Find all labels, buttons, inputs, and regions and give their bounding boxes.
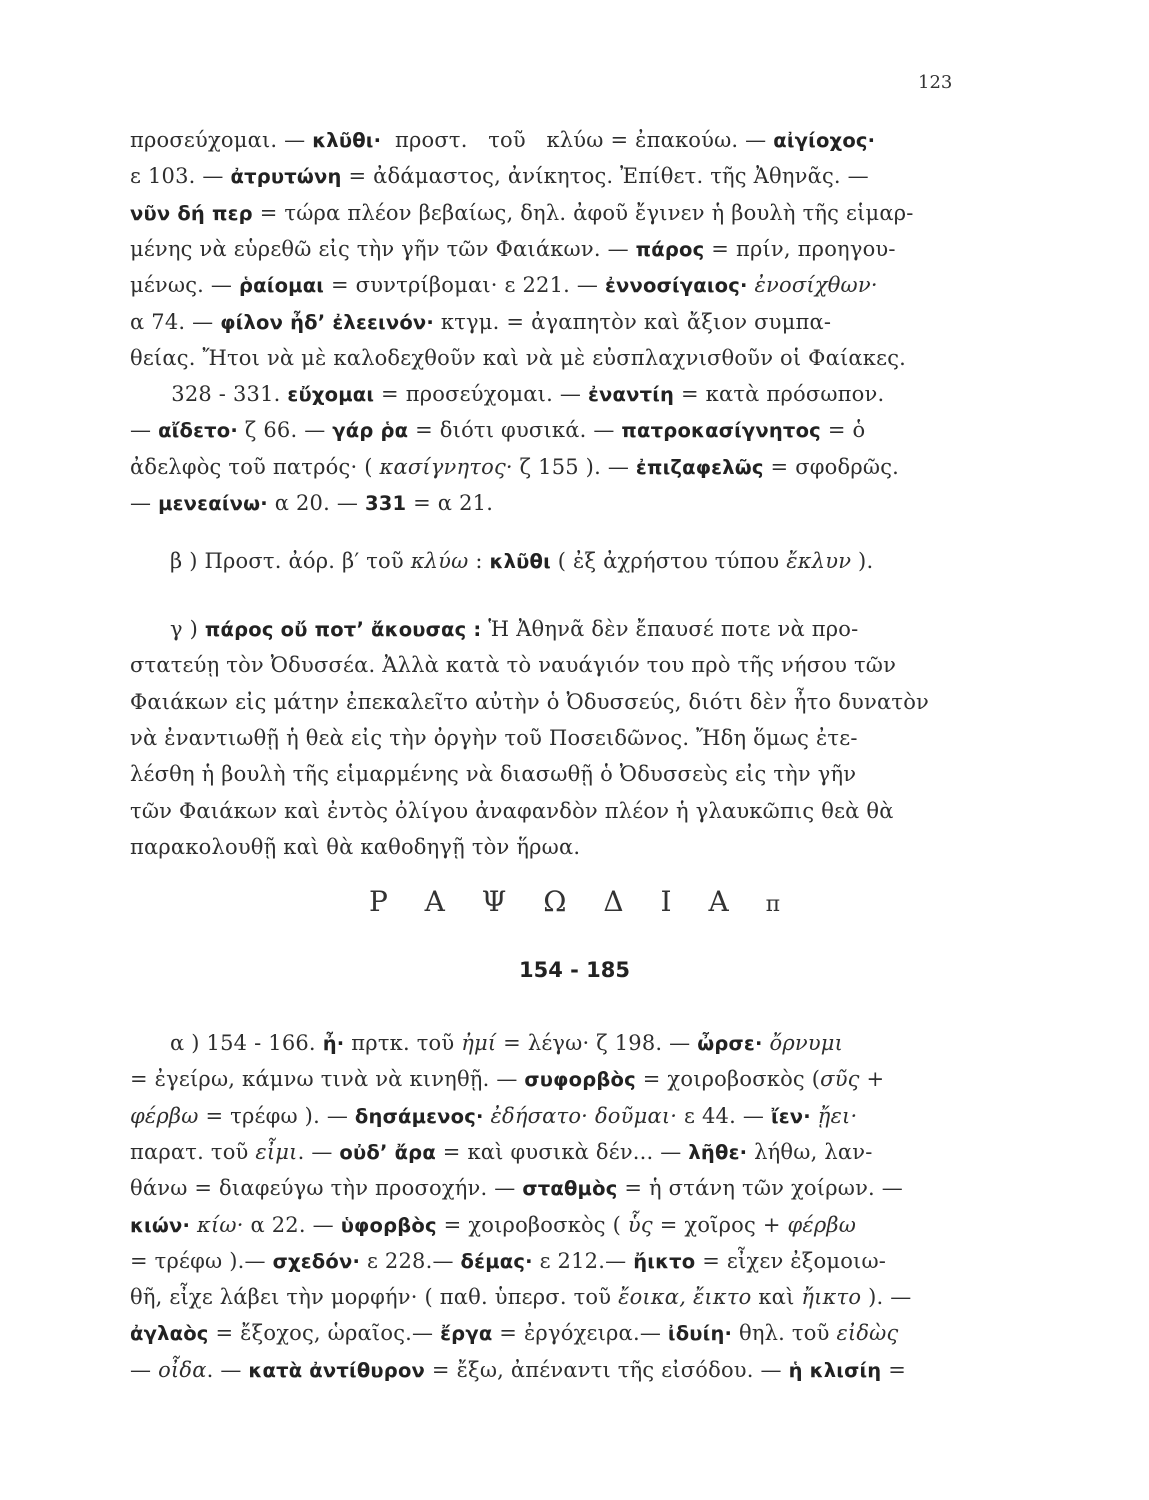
text-run: = ἐγείρω, κάμνω τινὰ νὰ κινηθῇ. — bbox=[130, 1067, 525, 1092]
lemma: πάρος bbox=[635, 237, 705, 261]
lemma: κιών· bbox=[130, 1213, 191, 1237]
text-line bbox=[170, 546, 873, 577]
text-run: = εἶχεν ἐξομοιω- bbox=[695, 1248, 887, 1273]
italic-form: κασίγνητος· bbox=[379, 454, 513, 479]
page-number: 123 bbox=[918, 72, 953, 93]
text-run: = συντρίβομαι· ε 221. — bbox=[324, 273, 605, 298]
text-run: 328 - 331. bbox=[130, 382, 288, 407]
text-run bbox=[748, 273, 755, 297]
italic-form: ἤικτο bbox=[801, 1285, 862, 1310]
text-line bbox=[130, 270, 878, 301]
text-run: = α 21. bbox=[406, 491, 494, 515]
text-run: μένως. — bbox=[130, 273, 240, 298]
italic-form: εἶμι bbox=[255, 1139, 298, 1164]
lemma: αἰγίοχος· bbox=[773, 129, 876, 152]
text-line bbox=[130, 796, 894, 826]
italic-form: ὄρνυμι bbox=[769, 1031, 844, 1055]
lemma: συφορβὸς bbox=[524, 1068, 636, 1092]
text-run: = τρέφω ). — bbox=[198, 1103, 355, 1128]
rhapsody-letter: π bbox=[765, 892, 781, 917]
text-run: = χοιροβοσκὸς ( bbox=[635, 1067, 821, 1092]
text-run: = ἔξοχος, ὡραῖος.— bbox=[208, 1321, 441, 1346]
italic-form: κλύω bbox=[410, 549, 469, 573]
lemma: ἔργα bbox=[440, 1322, 493, 1346]
text-run bbox=[484, 1104, 491, 1128]
text-run: = bbox=[881, 1357, 907, 1382]
text-run: . — bbox=[206, 1357, 249, 1382]
lemma: ἐννοσίγαιος· bbox=[605, 274, 748, 298]
text-line bbox=[130, 1173, 903, 1204]
text-run: καὶ bbox=[751, 1285, 802, 1310]
text-run: : bbox=[468, 549, 490, 573]
text-run: = λέγω· ζ 198. — bbox=[496, 1031, 698, 1055]
italic-form: ἐνοσίχθων· bbox=[754, 273, 878, 298]
text-run: ε 44. — bbox=[677, 1103, 771, 1128]
lemma: δησάμενος· bbox=[354, 1104, 484, 1128]
text-run: θῆ, εἶχε λάβει τὴν μορφήν· ( παθ. ὑπερσ. τοῦ bbox=[130, 1285, 619, 1310]
lemma: λῆθε· bbox=[688, 1140, 748, 1164]
text-line bbox=[130, 161, 869, 192]
text-line bbox=[130, 650, 896, 680]
lemma: ἴεν· bbox=[770, 1104, 811, 1128]
text-run: = διότι φυσικά. — bbox=[408, 418, 622, 443]
text-run: = καὶ φυσικὰ δέν... — bbox=[435, 1139, 689, 1164]
italic-form: εἰδὼς bbox=[836, 1321, 899, 1346]
text-run: πρτκ. τοῦ bbox=[344, 1031, 462, 1055]
lemma: ῥαίομαι bbox=[239, 274, 325, 298]
text-run bbox=[588, 1104, 595, 1128]
lemma: ἦ· bbox=[322, 1032, 345, 1055]
text-run: προσεύχομαι. — bbox=[130, 128, 313, 152]
lemma: οὐδ’ ἄρα bbox=[339, 1140, 436, 1164]
lemma: φίλον ἦδ’ ἐλεεινόν· bbox=[220, 310, 435, 334]
lemma: δέμας· bbox=[460, 1249, 533, 1273]
text-run: ( ἐξ ἀχρήστου τύπου bbox=[550, 549, 787, 573]
text-run: ε 212.— bbox=[532, 1248, 634, 1273]
lemma: πάρος οὔ ποτ’ ἄκουσας : bbox=[204, 618, 482, 641]
text-run: Ἡ Ἀθηνᾶ δὲν ἔπαυσέ ποτε νὰ προ- bbox=[481, 617, 859, 641]
text-run: = τρέφω ).— bbox=[130, 1248, 273, 1273]
text-run: μένης νὰ εὑρεθῶ εἰς τὴν γῆν τῶν Φαιάκων. — bbox=[130, 236, 636, 261]
text-line bbox=[130, 1064, 884, 1095]
text-run: α ) 154 - 166. bbox=[170, 1031, 323, 1055]
text-run: — bbox=[130, 1357, 159, 1382]
italic-form: δοῦμαι· bbox=[594, 1103, 678, 1128]
text-line bbox=[130, 379, 884, 410]
lemma: εὔχομαι bbox=[287, 383, 375, 407]
text-run: = χοιροβοσκὸς ( bbox=[436, 1212, 628, 1237]
italic-form: ὗς bbox=[627, 1212, 653, 1237]
text-line bbox=[130, 1137, 873, 1168]
text-run: = προσεύχομαι. — bbox=[374, 382, 588, 407]
italic-form: φέρβω bbox=[130, 1103, 199, 1128]
text-line bbox=[130, 1355, 906, 1386]
text-run: = πρίν, προηγου- bbox=[704, 236, 896, 261]
text-line bbox=[130, 1318, 898, 1349]
text-run: λέσθη ἡ βουλὴ τῆς εἱμαρμένης νὰ διασωθῇ ὁ Ὀδυσσεὺς εἰς τὴν γῆν bbox=[130, 762, 857, 787]
lemma: 331 bbox=[364, 492, 407, 515]
text-line bbox=[130, 687, 929, 717]
italic-form: οἶδα bbox=[158, 1357, 207, 1382]
text-run: ζ 155 ). — bbox=[512, 454, 636, 479]
italic-form: φέρβω bbox=[787, 1212, 857, 1237]
lemma: πατροκασίγνητος bbox=[621, 419, 821, 443]
lemma: σταθμὸς bbox=[522, 1177, 618, 1201]
lemma: ἡ κλισίη bbox=[788, 1358, 882, 1382]
lemma: κλῦθι· bbox=[312, 129, 382, 152]
italic-form: ἔκλυν bbox=[786, 549, 852, 573]
text-line bbox=[130, 452, 899, 483]
italic-form: ἐδήσατο· bbox=[490, 1103, 589, 1128]
text-run: . — bbox=[297, 1139, 340, 1164]
text-run bbox=[811, 1104, 818, 1128]
text-run: = σφοδρῶς. bbox=[763, 454, 900, 479]
text-run: ε 228.— bbox=[360, 1248, 461, 1273]
text-line bbox=[130, 125, 875, 156]
text-run: = κατὰ πρόσωπον. bbox=[674, 382, 885, 407]
lemma: μενεαίνω· bbox=[158, 492, 268, 515]
lemma: ἰδυίη· bbox=[667, 1322, 733, 1346]
lemma: ὑφορβὸς bbox=[340, 1213, 437, 1237]
text-run: παρακολουθῇ καὶ θὰ καθοδηγῇ τὸν ἥρωα. bbox=[130, 834, 581, 859]
text-line bbox=[170, 1028, 843, 1059]
text-run: = ἀδάμαστος, ἀνίκητος. Ἐπίθετ. τῆς Ἀθηνᾶς. — bbox=[341, 164, 869, 189]
text-run: κτγμ. = ἀγαπητὸν καὶ ἄξιον συμπα- bbox=[434, 309, 832, 334]
text-run: στατεύῃ τὸν Ὀδυσσέα. Ἀλλὰ κατὰ τὸ ναυάγιόν του πρὸ τῆς νήσου τῶν bbox=[130, 653, 897, 678]
lemma: ἀτρυτώνη bbox=[230, 165, 342, 189]
lemma: γάρ ῥα bbox=[332, 419, 409, 443]
lemma: ἐπιζαφελῶς bbox=[635, 455, 764, 479]
italic-form: ᾔει· bbox=[817, 1103, 858, 1128]
text-line bbox=[130, 343, 906, 373]
text-run bbox=[190, 1213, 197, 1237]
text-run: τῶν Φαιάκων καὶ ἐντὸς ὀλίγου ἀναφανδὸν πλέον ἡ γλαυκῶπις θεὰ θὰ bbox=[130, 798, 894, 823]
text-run: α 20. — bbox=[267, 491, 365, 515]
lemma: ἀγλαὸς bbox=[130, 1322, 209, 1346]
lemma: κατὰ ἀντίθυρον bbox=[248, 1358, 426, 1382]
text-run: α 22. — bbox=[243, 1212, 341, 1237]
text-line bbox=[130, 1210, 856, 1241]
text-run: γ ) bbox=[170, 617, 205, 641]
text-line bbox=[130, 198, 914, 229]
text-line bbox=[130, 1282, 911, 1312]
text-run: + bbox=[859, 1067, 885, 1092]
text-line bbox=[170, 614, 858, 645]
text-run: παρατ. τοῦ bbox=[130, 1139, 256, 1164]
text-line bbox=[130, 1246, 886, 1277]
text-run: ἀδελφὸς τοῦ πατρός· ( bbox=[130, 454, 380, 479]
text-line bbox=[130, 723, 858, 753]
lemma: ὦρσε· bbox=[697, 1032, 763, 1055]
rhapsody-title bbox=[0, 885, 1149, 918]
text-run: θηλ. τοῦ bbox=[732, 1321, 837, 1346]
text-run: ε 103. — bbox=[130, 164, 231, 189]
text-line bbox=[130, 832, 580, 862]
rhapsody-title-text: Ρ Α Ψ Ω Δ Ι Α bbox=[368, 885, 743, 918]
text-run: — bbox=[130, 491, 159, 515]
lemma: νῦν δή περ bbox=[130, 201, 253, 225]
text-run: = τώρα πλέον βεβαίως, δηλ. ἀφοῦ ἔγινεν ἡ βουλὴ τῆς εἱμαρ- bbox=[252, 200, 914, 225]
lemma: σχεδόν· bbox=[272, 1249, 361, 1273]
text-run: θείας. Ἤτοι νὰ μὲ καλοδεχθοῦν καὶ νὰ μὲ εὐσπλαχνισθοῦν οἱ Φαίακες. bbox=[130, 345, 907, 370]
text-line bbox=[130, 415, 865, 446]
lemma: ἤικτο bbox=[633, 1249, 696, 1273]
italic-form: κίω· bbox=[196, 1212, 244, 1237]
text-line bbox=[130, 488, 493, 519]
italic-form: ἔοικα, ἔικτο bbox=[618, 1285, 752, 1310]
text-run: ζ 66. — bbox=[237, 418, 333, 443]
text-run: νὰ ἐναντιωθῇ ἡ θεὰ εἰς τὴν ὀργὴν τοῦ Ποσειδῶνος. Ἤδη ὅμως ἐτε- bbox=[130, 725, 858, 750]
italic-form: σῦς bbox=[820, 1067, 860, 1092]
text-run: α 74. — bbox=[130, 309, 221, 334]
text-line bbox=[130, 759, 856, 789]
text-run: λήθω, λαν- bbox=[747, 1139, 873, 1164]
text-run: = ἔξω, ἀπέναντι τῆς εἰσόδου. — bbox=[425, 1357, 789, 1382]
text-line bbox=[130, 1101, 857, 1132]
lemma: αἴδετο· bbox=[158, 419, 238, 443]
text-line bbox=[130, 307, 831, 338]
text-run: = ἐργόχειρα.— bbox=[492, 1321, 668, 1346]
text-run: ). — bbox=[861, 1285, 912, 1310]
text-run: = ἡ στάνη τῶν χοίρων. — bbox=[617, 1176, 904, 1201]
text-run: = χοῖρος + bbox=[652, 1212, 788, 1237]
lemma: κλῦθι bbox=[489, 550, 551, 573]
italic-form: ἠμί bbox=[461, 1031, 497, 1055]
text-run: β ) Προστ. ἀόρ. β′ τοῦ bbox=[170, 549, 411, 573]
text-run: Φαιάκων εἰς μάτην ἐπεκαλεῖτο αὐτὴν ὁ Ὀδυσσεύς, διότι δὲν ἦτο δυνατὸν bbox=[130, 689, 929, 714]
verse-range: 154 - 185 bbox=[518, 958, 630, 982]
lemma: ἐναντίη bbox=[587, 383, 675, 407]
text-line bbox=[130, 234, 896, 265]
text-run: προστ. τοῦ κλύω = ἐπακούω. — bbox=[381, 128, 774, 152]
text-run: — bbox=[130, 418, 159, 443]
text-run: = ὁ bbox=[820, 418, 866, 443]
text-run: ). bbox=[851, 549, 874, 573]
text-run: θάνω = διαφεύγω τὴν προσοχήν. — bbox=[130, 1176, 523, 1201]
